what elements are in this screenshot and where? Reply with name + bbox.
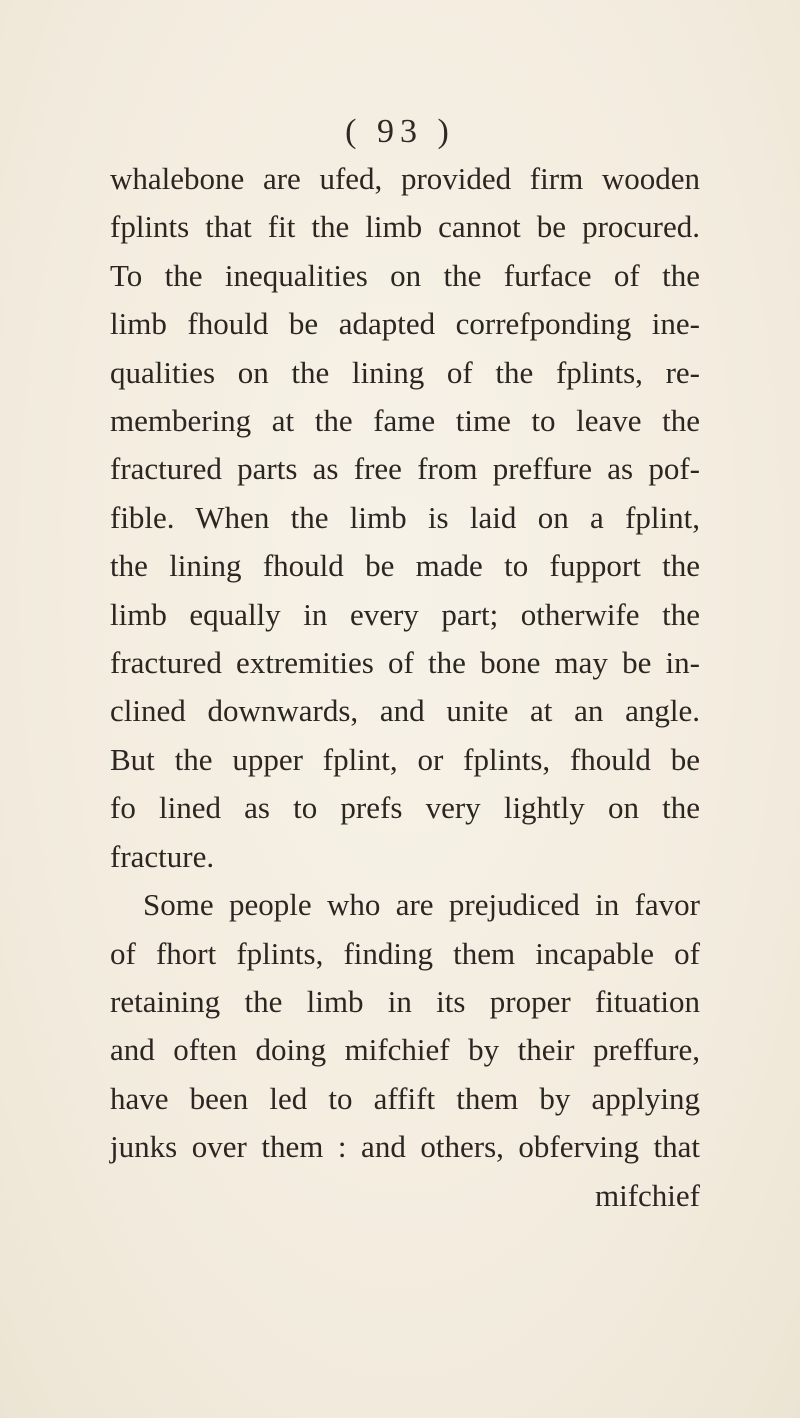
text-line: fible. When the limb is laid on a fplint, [110, 499, 700, 535]
text-line: limb fhould be adapted correfponding ine- [110, 306, 700, 342]
text-line: limb equally in every part; otherwife the [110, 596, 700, 632]
text-line: the lining fhould be made to fupport the [110, 548, 700, 584]
text-line: qualities on the lining of the fplints, re- [110, 354, 700, 390]
text-line: of fhort fplints, finding them incapable of [110, 935, 700, 971]
text-line: junks over them : and others, obferving that [110, 1129, 700, 1165]
text-line: clined downwards, and unite at an angle. [110, 693, 700, 729]
paragraph-first-line: Some people who are prejudiced in favor [143, 887, 700, 923]
text-line: fplints that fit the limb cannot be procured. [110, 209, 700, 245]
text-line: whalebone are ufed, provided firm wooden [110, 161, 700, 196]
text-line: fracture. [110, 838, 215, 874]
text-line: fo lined as to prefs very lightly on the [110, 790, 700, 826]
text-line: fractured parts as free from preffure as pof- [110, 451, 700, 487]
text-line: fractured extremities of the bone may be in- [110, 645, 700, 681]
page-number: ( 93 ) [345, 113, 455, 150]
text-line: But the upper fplint, or fplints, fhould be [110, 741, 700, 777]
text-line: have been led to affift them by applying [110, 1080, 700, 1116]
text-line: To the inequalities on the furface of the [110, 257, 700, 293]
text-line: and often doing mifchief by their preffure, [110, 1032, 700, 1068]
catchword: mifchief [594, 1177, 700, 1213]
text-line: retaining the limb in its proper fituation [110, 983, 700, 1019]
body-text [110, 155, 700, 1220]
text-line: membering at the fame time to leave the [110, 403, 700, 439]
